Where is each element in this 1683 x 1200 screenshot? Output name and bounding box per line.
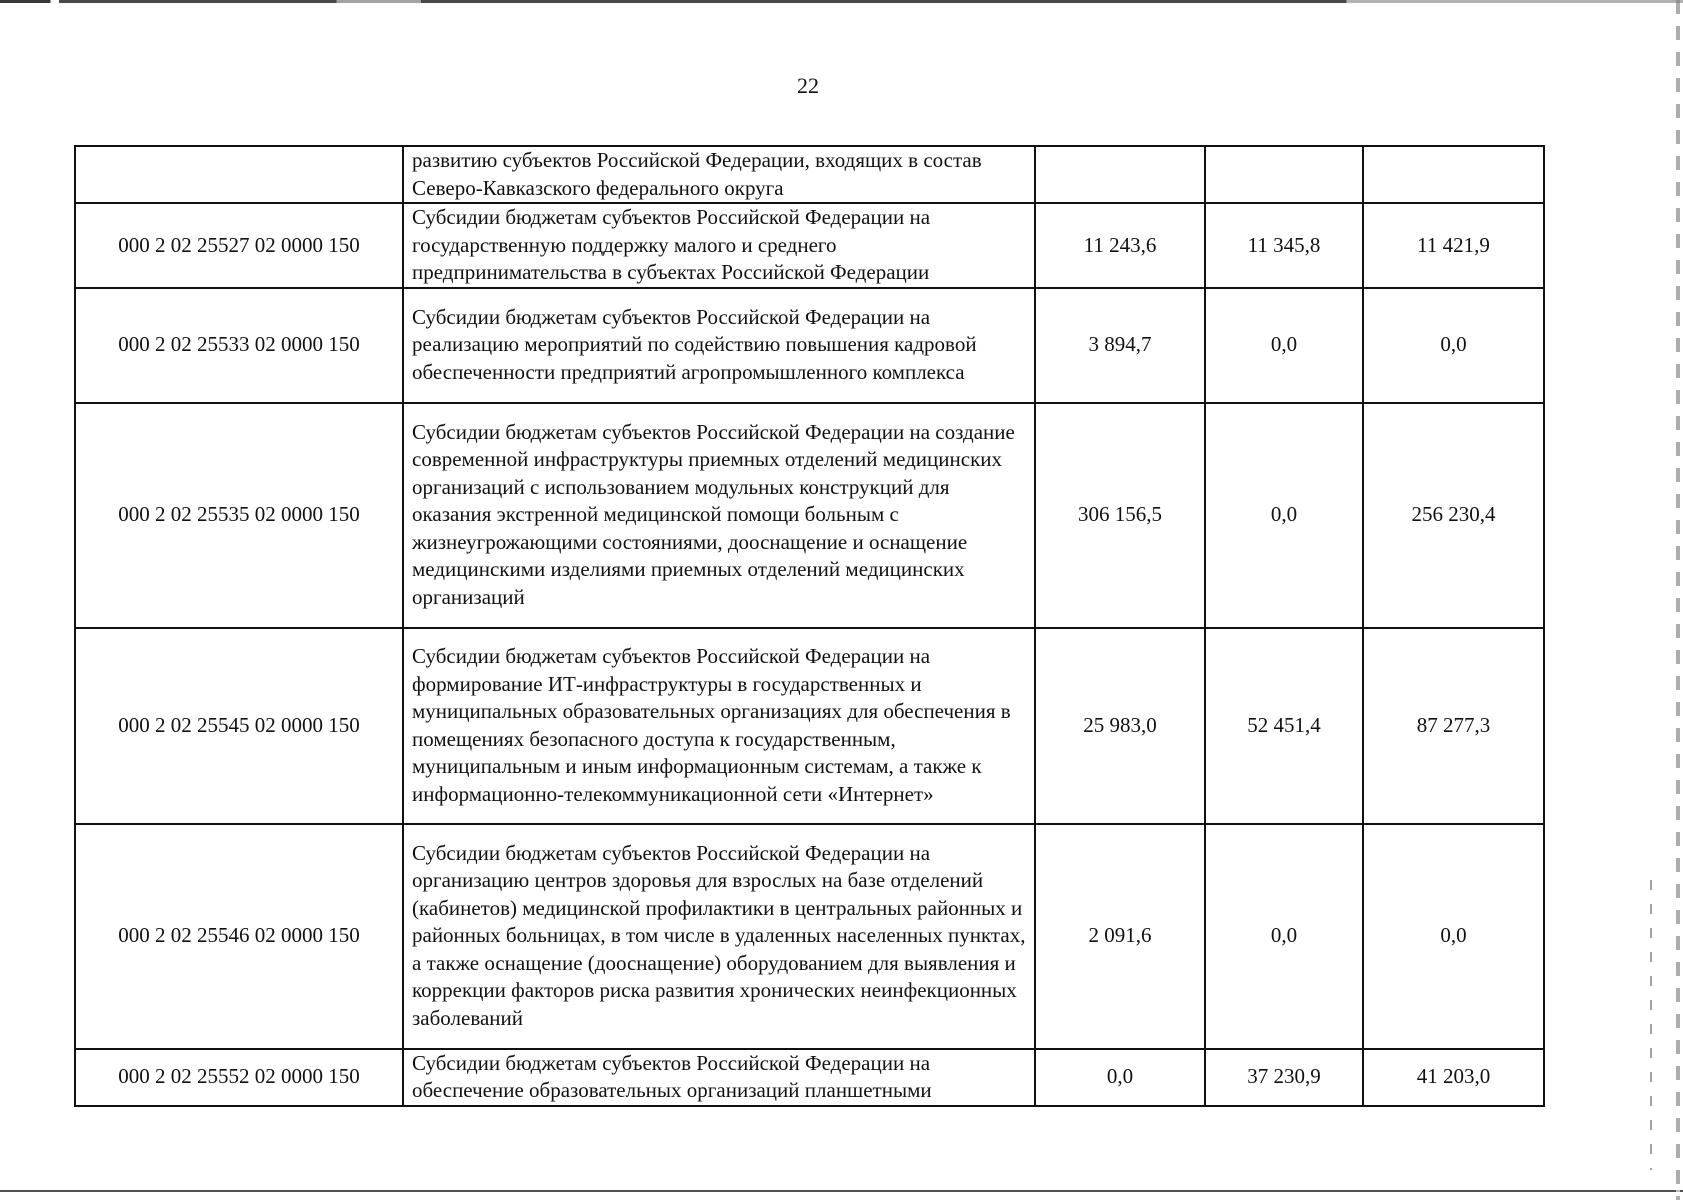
- value-cell-3: 11 421,9: [1363, 203, 1544, 288]
- value-cell-1: 11 243,6: [1035, 203, 1205, 288]
- value-cell-3: 0,0: [1363, 824, 1544, 1049]
- budget-code-cell: 000 2 02 25545 02 0000 150: [75, 628, 403, 824]
- value-cell-2: 11 345,8: [1205, 203, 1363, 288]
- budget-code-cell: 000 2 02 25546 02 0000 150: [75, 824, 403, 1049]
- value-cell-2: 52 451,4: [1205, 628, 1363, 824]
- value-cell-1: [1035, 146, 1205, 203]
- value-cell-2: 0,0: [1205, 824, 1363, 1049]
- description-cell: Субсидии бюджетам субъектов Российской Федерации на обеспечение образовательных организаций планшетными: [403, 1049, 1035, 1106]
- value-cell-2: 0,0: [1205, 403, 1363, 628]
- value-cell-1: 3 894,7: [1035, 288, 1205, 403]
- budget-table: [74, 145, 1545, 1107]
- budget-code-cell: 000 2 02 25533 02 0000 150: [75, 288, 403, 403]
- description-cell: Субсидии бюджетам субъектов Российской Федерации на создание современной инфраструктуры приемных отделений медицинских организаций с использованием модульных конструкций для оказания экстренной медицинской помощи больным с жизнеугрожающими состояниями, дооснащение и оснащение медицинскими изделиями приемных отделений медицинских организаций: [403, 403, 1035, 628]
- budget-code-cell: 000 2 02 25552 02 0000 150: [75, 1049, 403, 1106]
- description-cell: Субсидии бюджетам субъектов Российской Федерации на реализацию мероприятий по содействию повышения кадровой обеспеченности предприятий агропромышленного комплекса: [403, 288, 1035, 403]
- scan-bottom-edge: [0, 1190, 1683, 1192]
- page-number: 22: [797, 73, 819, 98]
- value-cell-1: 2 091,6: [1035, 824, 1205, 1049]
- table-row: [75, 824, 1544, 1049]
- scan-right-edge: [1676, 0, 1680, 1200]
- value-cell-3: 0,0: [1363, 288, 1544, 403]
- table-row: [75, 146, 1544, 203]
- budget-code-cell: 000 2 02 25527 02 0000 150: [75, 203, 403, 288]
- value-cell-1: 25 983,0: [1035, 628, 1205, 824]
- value-cell-2: [1205, 146, 1363, 203]
- table-row: [75, 403, 1544, 628]
- table-row: [75, 203, 1544, 288]
- value-cell-3: [1363, 146, 1544, 203]
- value-cell-2: 0,0: [1205, 288, 1363, 403]
- scan-right-inner-marks: [1650, 880, 1652, 1170]
- table-row: [75, 628, 1544, 824]
- value-cell-3: 87 277,3: [1363, 628, 1544, 824]
- description-cell: Субсидии бюджетам субъектов Российской Федерации на формирование ИТ-инфраструктуры в государственных и муниципальных образовательных организациях для обеспечения в помещениях безопасного доступа к государственным, муниципальным и иным информационным системам, а также к информационно-телекоммуникационной сети «Интернет»: [403, 628, 1035, 824]
- table-row: [75, 1049, 1544, 1106]
- table-row: [75, 288, 1544, 403]
- description-cell: Субсидии бюджетам субъектов Российской Федерации на государственную поддержку малого и среднего предпринимательства в субъектах Российской Федерации: [403, 203, 1035, 288]
- scan-top-edge: [0, 0, 1683, 3]
- description-cell: Субсидии бюджетам субъектов Российской Федерации на организацию центров здоровья для взрослых на базе отделений (кабинетов) медицинской профилактики в центральных районных и районных больницах, в том числе в удаленных населенных пунктах, а также оснащение (дооснащение) оборудованием для выявления и коррекции факторов риска развития хронических неинфекционных заболеваний: [403, 824, 1035, 1049]
- value-cell-3: 256 230,4: [1363, 403, 1544, 628]
- budget-code-cell: [75, 146, 403, 203]
- value-cell-3: 41 203,0: [1363, 1049, 1544, 1106]
- value-cell-1: 0,0: [1035, 1049, 1205, 1106]
- budget-code-cell: 000 2 02 25535 02 0000 150: [75, 403, 403, 628]
- description-cell: развитию субъектов Российской Федерации, входящих в состав Северо-Кавказского федерального округа: [403, 146, 1035, 203]
- value-cell-2: 37 230,9: [1205, 1049, 1363, 1106]
- value-cell-1: 306 156,5: [1035, 403, 1205, 628]
